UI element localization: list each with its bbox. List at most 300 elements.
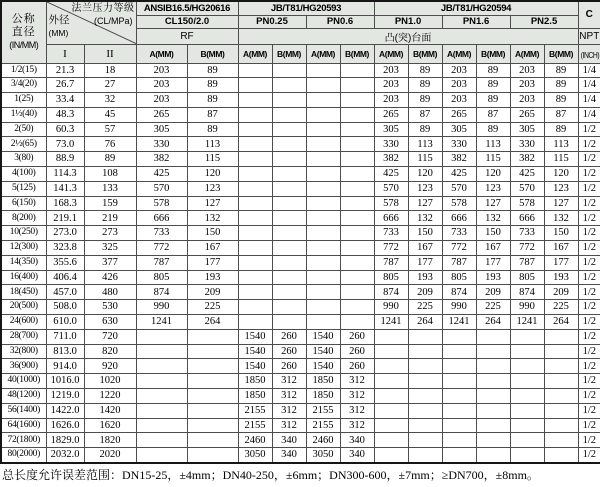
cell-pn10-a — [374, 374, 408, 389]
cell-pn10-b — [408, 329, 442, 344]
cell-cl150-b: 87 — [187, 107, 238, 122]
cell-pn25-a: 330 — [510, 137, 544, 152]
cell-pn10-b — [408, 403, 442, 418]
cell-pn025-b — [272, 226, 306, 241]
cell-npt: 1/2 — [578, 196, 600, 211]
header-pn06-a: A(MM) — [306, 44, 340, 63]
cell-pn025-b — [272, 241, 306, 256]
cell-pn025-a: 1850 — [238, 389, 272, 404]
cell-pn16-b: 193 — [476, 270, 510, 285]
cell-pn16-b: 89 — [476, 93, 510, 108]
cell-pn025-a: 1540 — [238, 359, 272, 374]
cell-pn25-b — [544, 329, 578, 344]
cell-pn25-a: 265 — [510, 107, 544, 122]
cell-pn06-b — [340, 152, 374, 167]
cell-dn: 1½(40) — [1, 107, 46, 122]
cell-pn06-b: 312 — [340, 389, 374, 404]
cell-dn: 56(1400) — [1, 403, 46, 418]
cell-pn25-a — [510, 433, 544, 448]
cell-pn06-b — [340, 107, 374, 122]
cell-dn: 80(2000) — [1, 448, 46, 463]
cell-pn10-b: 113 — [408, 137, 442, 152]
cell-cl150-b — [187, 359, 238, 374]
cell-pn06-b: 312 — [340, 403, 374, 418]
cell-cl150-b — [187, 403, 238, 418]
cell-pn06-a — [306, 122, 340, 137]
cell-npt: 1/2 — [578, 300, 600, 315]
cell-od-i: 914.0 — [46, 359, 84, 374]
cell-pn16-b: 89 — [476, 63, 510, 78]
cell-pn16-b — [476, 389, 510, 404]
cell-pn025-a — [238, 226, 272, 241]
cell-od-i: 610.0 — [46, 315, 84, 330]
cell-pn025-b — [272, 285, 306, 300]
header-face-rf: RF — [136, 28, 238, 44]
cell-pn10-b: 132 — [408, 211, 442, 226]
cell-pn025-b — [272, 255, 306, 270]
cell-od-ii: 2020 — [84, 448, 136, 463]
cell-od-i: 406.4 — [46, 270, 84, 285]
cell-pn025-b — [272, 300, 306, 315]
cell-od-ii: 45 — [84, 107, 136, 122]
cell-pn25-a — [510, 344, 544, 359]
cell-od-i: 355.6 — [46, 255, 84, 270]
cell-pn25-b — [544, 448, 578, 463]
cell-pn25-b: 123 — [544, 181, 578, 196]
cell-pn25-a — [510, 418, 544, 433]
cell-pn16-a — [442, 374, 476, 389]
cell-pn16-a: 772 — [442, 241, 476, 256]
cell-pn16-a — [442, 403, 476, 418]
cell-pn10-a: 203 — [374, 63, 408, 78]
cell-pn25-a: 382 — [510, 152, 544, 167]
cell-pn025-b: 312 — [272, 418, 306, 433]
cell-pn25-b — [544, 359, 578, 374]
cell-cl150-b: 177 — [187, 255, 238, 270]
cell-pn10-a: 733 — [374, 226, 408, 241]
cell-pn06-a: 3050 — [306, 448, 340, 463]
cell-od-ii: 720 — [84, 329, 136, 344]
cell-pn16-a: 990 — [442, 300, 476, 315]
cell-pn025-b — [272, 63, 306, 78]
table-row — [1, 315, 600, 330]
table-row — [1, 78, 600, 93]
cell-cl150-b: 89 — [187, 78, 238, 93]
cell-pn16-a: 203 — [442, 78, 476, 93]
header-class-cl150: CL150/2.0 — [136, 15, 238, 28]
cell-dn: 2½(65) — [1, 137, 46, 152]
cell-pn025-b — [272, 107, 306, 122]
cell-od-i: 60.3 — [46, 122, 84, 137]
cell-pn10-a — [374, 344, 408, 359]
cell-pn25-a: 666 — [510, 211, 544, 226]
header-od-col-i: I — [46, 44, 84, 63]
cell-pn16-b: 89 — [476, 78, 510, 93]
cell-npt: 1/2 — [578, 152, 600, 167]
cell-pn10-a — [374, 448, 408, 463]
cell-pn025-a — [238, 181, 272, 196]
cell-pn06-a: 2460 — [306, 433, 340, 448]
table-row — [1, 344, 600, 359]
cell-cl150-a: 305 — [136, 122, 187, 137]
header-diagonal-cell — [46, 1, 136, 44]
cell-pn025-a — [238, 152, 272, 167]
cell-cl150-a — [136, 389, 187, 404]
cell-pn06-a — [306, 107, 340, 122]
cell-pn10-a: 787 — [374, 255, 408, 270]
cell-pn10-b — [408, 374, 442, 389]
cell-pn25-a: 772 — [510, 241, 544, 256]
cell-dn: 48(1200) — [1, 389, 46, 404]
cell-pn06-b: 312 — [340, 418, 374, 433]
cell-pn06-b — [340, 226, 374, 241]
cell-pn025-b: 340 — [272, 448, 306, 463]
cell-pn10-b — [408, 448, 442, 463]
cell-od-ii: 630 — [84, 315, 136, 330]
cell-pn25-a — [510, 329, 544, 344]
outer-diameter-label: 外径 — [48, 14, 70, 26]
cell-pn25-b: 132 — [544, 211, 578, 226]
cell-pn06-b — [340, 122, 374, 137]
cell-pn025-a — [238, 107, 272, 122]
cell-pn16-a: 203 — [442, 93, 476, 108]
cell-od-ii: 377 — [84, 255, 136, 270]
cell-dn: 72(1800) — [1, 433, 46, 448]
cell-pn25-a — [510, 448, 544, 463]
cell-pn16-a: 570 — [442, 181, 476, 196]
cell-pn025-a: 1850 — [238, 374, 272, 389]
cell-pn06-b — [340, 241, 374, 256]
cell-cl150-b: 127 — [187, 196, 238, 211]
tolerance-note: 总长度允许误差范围：DN15-25，±4mm；DN40-250，±6mm；DN300-600，±7mm；≥DN700，±8mm。 — [0, 464, 600, 487]
cell-pn16-a: 578 — [442, 196, 476, 211]
cell-npt: 1/2 — [578, 418, 600, 433]
cell-od-ii: 1820 — [84, 433, 136, 448]
cell-pn06-a: 2155 — [306, 403, 340, 418]
cell-npt: 1/4 — [578, 63, 600, 78]
header-pn16-b: B(MM) — [476, 44, 510, 63]
header-face-raised: 凸(突)台面 — [238, 28, 578, 44]
outer-diameter-unit: (MM) — [48, 28, 69, 38]
cell-pn16-b: 127 — [476, 196, 510, 211]
cell-pn10-b — [408, 344, 442, 359]
cell-pn25-b: 209 — [544, 285, 578, 300]
cell-pn16-b — [476, 359, 510, 374]
cell-pn25-a — [510, 403, 544, 418]
cell-pn25-a: 805 — [510, 270, 544, 285]
cell-od-ii: 273 — [84, 226, 136, 241]
cell-od-ii: 1620 — [84, 418, 136, 433]
cell-pn06-a — [306, 285, 340, 300]
cell-pn10-a: 1241 — [374, 315, 408, 330]
cell-pn25-a: 203 — [510, 93, 544, 108]
header-pn25-b: B(MM) — [544, 44, 578, 63]
cell-pn06-a: 1850 — [306, 389, 340, 404]
cell-pn025-b — [272, 315, 306, 330]
cell-pn06-b — [340, 300, 374, 315]
cell-cl150-a — [136, 344, 187, 359]
cell-pn16-b: 123 — [476, 181, 510, 196]
cell-pn025-b — [272, 93, 306, 108]
cell-dn: 14(350) — [1, 255, 46, 270]
cell-cl150-a — [136, 433, 187, 448]
cell-pn025-a: 3050 — [238, 448, 272, 463]
cell-npt: 1/2 — [578, 403, 600, 418]
cell-pn16-b: 132 — [476, 211, 510, 226]
table-row — [1, 181, 600, 196]
cell-pn25-b: 89 — [544, 122, 578, 137]
cell-dn: 2(50) — [1, 122, 46, 137]
cell-npt: 1/2 — [578, 344, 600, 359]
cell-dn: 5(125) — [1, 181, 46, 196]
cell-pn16-a: 787 — [442, 255, 476, 270]
cell-pn025-a — [238, 211, 272, 226]
cell-cl150-b — [187, 433, 238, 448]
cell-pn025-b — [272, 211, 306, 226]
cell-pn06-b: 312 — [340, 374, 374, 389]
cell-pn10-b: 89 — [408, 78, 442, 93]
cell-pn10-b: 167 — [408, 241, 442, 256]
cell-od-i: 88.9 — [46, 152, 84, 167]
cell-pn25-b: 177 — [544, 255, 578, 270]
cell-cl150-a: 203 — [136, 63, 187, 78]
cell-npt: 1/2 — [578, 241, 600, 256]
cell-pn025-a: 2460 — [238, 433, 272, 448]
cell-pn06-b: 340 — [340, 448, 374, 463]
table-row — [1, 448, 600, 463]
cell-pn06-a — [306, 196, 340, 211]
cell-pn06-b: 260 — [340, 329, 374, 344]
cell-pn16-b — [476, 344, 510, 359]
header-pn025-b: B(MM) — [272, 44, 306, 63]
cell-npt: 1/2 — [578, 433, 600, 448]
cell-pn025-b: 312 — [272, 403, 306, 418]
cell-pn25-b: 225 — [544, 300, 578, 315]
cell-pn25-a: 570 — [510, 181, 544, 196]
cell-pn16-b — [476, 374, 510, 389]
cell-pn025-a — [238, 241, 272, 256]
cell-pn10-b: 87 — [408, 107, 442, 122]
cell-pn10-b — [408, 359, 442, 374]
cell-pn25-b: 89 — [544, 63, 578, 78]
header-class-pn25: PN2.5 — [510, 15, 578, 28]
cell-pn16-a: 805 — [442, 270, 476, 285]
cell-pn10-a: 330 — [374, 137, 408, 152]
cell-od-i: 73.0 — [46, 137, 84, 152]
cell-pn25-a — [510, 374, 544, 389]
cell-pn16-a: 1241 — [442, 315, 476, 330]
cell-pn06-a — [306, 255, 340, 270]
header-class-pn025: PN0.25 — [238, 15, 306, 28]
cell-pn025-b — [272, 270, 306, 285]
header-pn025-a: A(MM) — [238, 44, 272, 63]
cell-pn06-b — [340, 196, 374, 211]
cell-pn10-a: 990 — [374, 300, 408, 315]
cell-pn10-a: 874 — [374, 285, 408, 300]
cell-cl150-a — [136, 359, 187, 374]
cell-cl150-a: 733 — [136, 226, 187, 241]
cell-pn16-a: 382 — [442, 152, 476, 167]
cell-pn16-a — [442, 359, 476, 374]
cell-pn10-a: 805 — [374, 270, 408, 285]
cell-cl150-b — [187, 329, 238, 344]
cell-dn: 3/4(20) — [1, 78, 46, 93]
cell-cl150-b: 193 — [187, 270, 238, 285]
cell-pn10-a: 570 — [374, 181, 408, 196]
cell-pn10-b: 120 — [408, 167, 442, 182]
table-row — [1, 152, 600, 167]
cell-pn025-b: 340 — [272, 433, 306, 448]
cell-od-ii: 480 — [84, 285, 136, 300]
cell-pn025-b: 312 — [272, 374, 306, 389]
cell-pn06-a — [306, 63, 340, 78]
cell-pn10-b: 193 — [408, 270, 442, 285]
cell-npt: 1/2 — [578, 226, 600, 241]
cell-od-i: 26.7 — [46, 78, 84, 93]
header-pn10-b: B(MM) — [408, 44, 442, 63]
cell-dn: 24(600) — [1, 315, 46, 330]
cell-pn06-a — [306, 270, 340, 285]
cell-cl150-a — [136, 329, 187, 344]
cell-cl150-b: 167 — [187, 241, 238, 256]
header-npt-unit — [578, 44, 600, 63]
cell-pn06-a — [306, 300, 340, 315]
cell-pn06-b — [340, 63, 374, 78]
cell-pn25-b: 113 — [544, 137, 578, 152]
cell-od-i: 1422.0 — [46, 403, 84, 418]
cell-pn10-b: 115 — [408, 152, 442, 167]
cell-cl150-b: 120 — [187, 167, 238, 182]
cell-dn: 1(25) — [1, 93, 46, 108]
cell-pn025-a — [238, 167, 272, 182]
cell-pn16-b: 120 — [476, 167, 510, 182]
cell-od-ii: 32 — [84, 93, 136, 108]
cell-cl150-b: 113 — [187, 137, 238, 152]
cell-pn25-b: 167 — [544, 241, 578, 256]
cell-pn06-a — [306, 211, 340, 226]
cell-cl150-b: 264 — [187, 315, 238, 330]
cell-pn25-b — [544, 389, 578, 404]
cell-pn16-a: 733 — [442, 226, 476, 241]
cell-pn025-a — [238, 78, 272, 93]
cell-od-ii: 159 — [84, 196, 136, 211]
cell-dn: 16(400) — [1, 270, 46, 285]
cell-npt: 1/2 — [578, 315, 600, 330]
cell-pn25-b — [544, 403, 578, 418]
cell-pn16-b: 177 — [476, 255, 510, 270]
header-pn10-a: A(MM) — [374, 44, 408, 63]
cell-pn25-b: 89 — [544, 78, 578, 93]
header-standard-jb594: JB/T81/HG20594 — [374, 1, 578, 15]
cell-pn025-a — [238, 255, 272, 270]
cell-pn025-a — [238, 300, 272, 315]
cell-pn10-b: 177 — [408, 255, 442, 270]
cell-pn025-b — [272, 152, 306, 167]
cell-od-i: 48.3 — [46, 107, 84, 122]
cell-cl150-a: 1241 — [136, 315, 187, 330]
cell-pn06-b: 260 — [340, 359, 374, 374]
cell-pn06-a — [306, 137, 340, 152]
cell-cl150-a: 425 — [136, 167, 187, 182]
cell-cl150-b: 123 — [187, 181, 238, 196]
cell-pn16-a: 203 — [442, 63, 476, 78]
table-row — [1, 389, 600, 404]
pressure-class-label: 法兰压力等级 — [71, 3, 135, 14]
cell-pn25-a: 874 — [510, 285, 544, 300]
table-row — [1, 433, 600, 448]
cell-pn25-a: 787 — [510, 255, 544, 270]
cell-od-i: 1626.0 — [46, 418, 84, 433]
cell-pn16-a — [442, 448, 476, 463]
table-row — [1, 418, 600, 433]
header-od-col-ii: II — [84, 44, 136, 63]
cell-pn16-b: 89 — [476, 122, 510, 137]
cell-dn: 12(300) — [1, 241, 46, 256]
cell-pn10-a — [374, 403, 408, 418]
table-row — [1, 137, 600, 152]
table-row — [1, 211, 600, 226]
cell-pn025-b: 260 — [272, 344, 306, 359]
cell-od-i: 323.8 — [46, 241, 84, 256]
cell-npt: 1/2 — [578, 167, 600, 182]
cell-od-i: 508.0 — [46, 300, 84, 315]
cell-pn025-a — [238, 285, 272, 300]
cell-od-i: 168.3 — [46, 196, 84, 211]
cell-pn25-b — [544, 374, 578, 389]
cell-pn16-b — [476, 448, 510, 463]
cell-cl150-b: 225 — [187, 300, 238, 315]
cell-npt: 1/2 — [578, 255, 600, 270]
cell-pn06-a — [306, 226, 340, 241]
cell-cl150-a: 203 — [136, 93, 187, 108]
header-nominal-diameter — [1, 1, 46, 63]
cell-pn16-a: 425 — [442, 167, 476, 182]
cell-od-i: 114.3 — [46, 167, 84, 182]
cell-cl150-b: 89 — [187, 63, 238, 78]
cell-pn16-b: 113 — [476, 137, 510, 152]
cell-pn06-b — [340, 255, 374, 270]
cell-npt: 1/2 — [578, 389, 600, 404]
header-class-pn16: PN1.6 — [442, 15, 510, 28]
table-row — [1, 403, 600, 418]
cell-cl150-a: 330 — [136, 137, 187, 152]
cell-pn025-a — [238, 196, 272, 211]
cell-pn25-b: 193 — [544, 270, 578, 285]
cell-od-i: 2032.0 — [46, 448, 84, 463]
cell-od-i: 457.0 — [46, 285, 84, 300]
nominal-diameter-line1: 公称 — [11, 12, 36, 25]
nominal-diameter-line2: 直径 — [11, 25, 36, 38]
cell-pn10-b: 150 — [408, 226, 442, 241]
cell-npt: 1/2 — [578, 448, 600, 463]
cell-pn06-a — [306, 167, 340, 182]
cell-pn025-a: 1540 — [238, 329, 272, 344]
table-row — [1, 107, 600, 122]
cell-pn025-a — [238, 122, 272, 137]
cell-pn025-b — [272, 78, 306, 93]
cell-pn25-b: 89 — [544, 93, 578, 108]
header-class-pn10: PN1.0 — [374, 15, 442, 28]
cell-pn16-b — [476, 329, 510, 344]
cell-npt: 1/2 — [578, 359, 600, 374]
cell-pn06-b — [340, 211, 374, 226]
cell-pn10-b: 89 — [408, 122, 442, 137]
cell-cl150-b: 150 — [187, 226, 238, 241]
cell-od-ii: 76 — [84, 137, 136, 152]
cell-pn06-a — [306, 241, 340, 256]
table-row — [1, 255, 600, 270]
cell-od-ii: 18 — [84, 63, 136, 78]
